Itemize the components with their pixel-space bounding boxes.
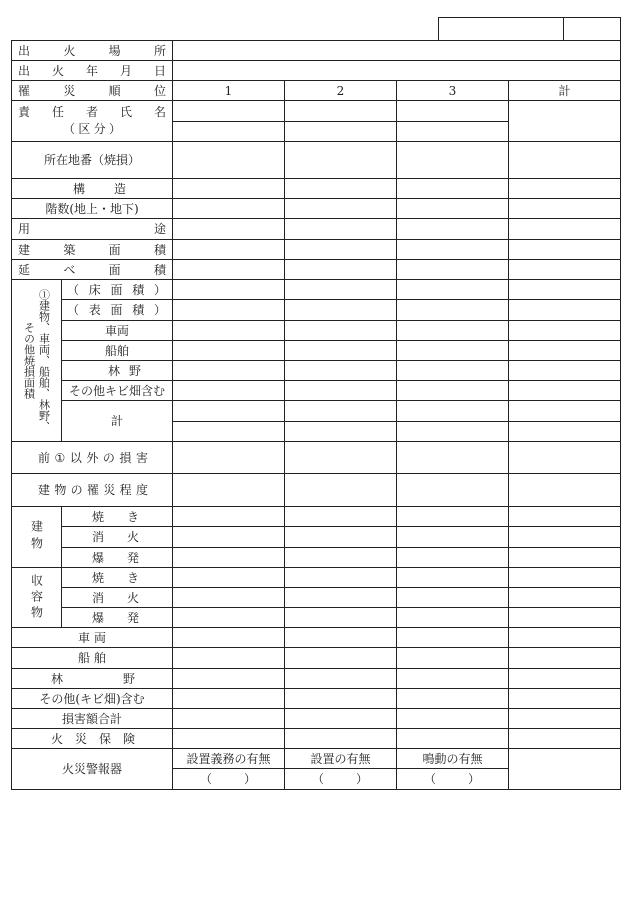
building-degree-col-2: [285, 474, 397, 507]
contents-extinguish-col-total: [509, 588, 621, 608]
fire-insurance-col-2: [285, 729, 397, 749]
rank-column-3-header: 3: [397, 81, 509, 101]
usage-col-total: [509, 219, 621, 240]
contents-extinguish-col-3: [397, 588, 509, 608]
floors-col-3: [397, 199, 509, 219]
ship-damage-col-3: [397, 648, 509, 669]
ship-damage-col-1: [173, 648, 285, 669]
burned-forest-col-total: [509, 361, 621, 381]
burned-other-col-total: [509, 381, 621, 401]
other-damage-col-2: [285, 442, 397, 474]
total-floor-area-col-1: [173, 260, 285, 280]
contents-explosion-col-1: [173, 608, 285, 628]
total-floor-area-col-3: [397, 260, 509, 280]
contents-burn-label-cell: [62, 568, 173, 588]
lot-number-col-1: [173, 142, 285, 179]
vehicle-damage-col-3: [397, 628, 509, 648]
burned-vehicle-col-3: [397, 321, 509, 341]
surface-area-col-1: [173, 300, 285, 321]
burned-total-upper-col-1: [173, 401, 285, 422]
building-explosion-label: 爆 発: [92, 550, 139, 565]
burned-area-group-label: [22, 282, 52, 440]
fire-date-label: 出 火 年 月 日: [18, 63, 166, 78]
fire-location-label: 出 火 場 所: [18, 43, 166, 58]
fire-alarm-required-header: 設置義務の有無: [173, 749, 285, 769]
structure-label-cell: [12, 179, 173, 199]
fire-alarm-sounded-header: 鳴動の有無: [397, 749, 509, 769]
contents-extinguish-col-1: [173, 588, 285, 608]
burned-ship-col-3: [397, 341, 509, 361]
vehicle-damage-col-1: [173, 628, 285, 648]
burned-vehicle-col-total: [509, 321, 621, 341]
contents-burn-col-2: [285, 568, 397, 588]
ship-damage-col-total: [509, 648, 621, 669]
fire-alarm-installed-header: 設置の有無: [285, 749, 397, 769]
contents-burn-label: 焼 き: [92, 570, 139, 585]
fire-alarm-sounded-answer: （ ）: [424, 772, 480, 786]
burned-other-col-2: [285, 381, 397, 401]
burned-other-col-3: [397, 381, 509, 401]
building-extinguish-col-2: [285, 527, 397, 548]
building-explosion-col-total: [509, 548, 621, 568]
responsible-category-label: （ 区 分 ）: [63, 122, 121, 136]
lot-number-col-3: [397, 142, 509, 179]
ship-damage-label-cell: [12, 648, 173, 669]
building-extinguish-col-total: [509, 527, 621, 548]
burned-ship-label: 船舶: [62, 341, 173, 361]
forest-damage-col-2: [285, 669, 397, 689]
fire-insurance-label: 火 災 保 険: [51, 731, 135, 746]
burned-total-lower-col-2: [285, 422, 397, 442]
structure-label: 構 造: [73, 181, 126, 196]
responsible-person-label: 責 任 者 氏 名: [18, 105, 166, 119]
floor-area-col-2: [285, 280, 397, 300]
floors-col-total: [509, 199, 621, 219]
contents-explosion-col-3: [397, 608, 509, 628]
other-damage-col-3: [397, 442, 509, 474]
fire-date-label-cell: [12, 61, 173, 81]
surface-area-col-2: [285, 300, 397, 321]
surface-area-col-3: [397, 300, 509, 321]
building-explosion-col-3: [397, 548, 509, 568]
damage-total-col-1: [173, 709, 285, 729]
burned-forest-col-1: [173, 361, 285, 381]
other-damage-incl-col-3: [397, 689, 509, 709]
contents-burn-col-total: [509, 568, 621, 588]
forest-damage-col-3: [397, 669, 509, 689]
floor-area-col-1: [173, 280, 285, 300]
vehicle-damage-label-cell: [12, 628, 173, 648]
contents-explosion-label: 爆 発: [92, 610, 139, 625]
building-burn-col-1: [173, 507, 285, 527]
responsible-category-col-1: [173, 122, 285, 142]
lot-number-label: 所在地番（焼損）: [12, 142, 173, 179]
total-floor-area-label: 延 べ 面 積: [18, 262, 166, 277]
burned-other-label: その他キビ畑含む: [62, 381, 173, 401]
fire-insurance-col-1: [173, 729, 285, 749]
damage-total-label: 損害額合計: [12, 709, 173, 729]
other-damage-incl-col-total: [509, 689, 621, 709]
burned-total-lower-col-1: [173, 422, 285, 442]
forest-damage-label: 林 野: [51, 671, 135, 686]
forest-damage-col-total: [509, 669, 621, 689]
burned-vehicle-col-2: [285, 321, 397, 341]
burned-total-upper-col-2: [285, 401, 397, 422]
contents-burn-col-1: [173, 568, 285, 588]
building-extinguish-label-cell: [62, 527, 173, 548]
structure-col-3: [397, 179, 509, 199]
burned-total-upper-col-total: [509, 401, 621, 422]
floor-area-label-cell: [62, 280, 173, 300]
contents-extinguish-label: 消 火: [92, 590, 139, 605]
vehicle-damage-label: 車 両: [78, 630, 106, 645]
fire-alarm-label: 火災警報器: [12, 749, 173, 790]
building-group-cell: [12, 507, 62, 568]
building-degree-label: 建 物 の 罹 災 程 度: [38, 483, 148, 497]
burned-forest-label: 林 野: [108, 363, 141, 378]
floors-col-2: [285, 199, 397, 219]
usage-label-cell: [12, 219, 173, 240]
other-damage-incl-col-1: [173, 689, 285, 709]
burned-forest-label-cell: [62, 361, 173, 381]
rank-column-1-header: 1: [173, 81, 285, 101]
responsible-person-col-total: [509, 101, 621, 142]
responsible-person-col-3: [397, 101, 509, 122]
burned-area-group-label-line-1: ①建物、車両、船舶、林野、: [37, 289, 51, 432]
burned-ship-col-2: [285, 341, 397, 361]
building-degree-label-cell: [12, 474, 173, 507]
fire-date-value: [173, 61, 621, 81]
building-burn-col-3: [397, 507, 509, 527]
building-extinguish-label: 消 火: [92, 530, 139, 544]
other-damage-label: 前 ① 以 外 の 損 害: [38, 450, 148, 465]
damage-rank-label: 罹 災 順 位: [18, 83, 166, 98]
floor-area-label: （ 床 面 積 ）: [67, 282, 166, 297]
contents-explosion-col-total: [509, 608, 621, 628]
building-area-label-cell: [12, 240, 173, 260]
building-explosion-col-1: [173, 548, 285, 568]
burned-area-group-label-line-2: その他焼損面積: [22, 322, 36, 399]
burned-forest-col-2: [285, 361, 397, 381]
damage-total-col-total: [509, 709, 621, 729]
fire-insurance-col-3: [397, 729, 509, 749]
damage-total-col-3: [397, 709, 509, 729]
forest-damage-label-cell: [12, 669, 173, 689]
fire-alarm-sounded-answer-cell: [397, 769, 509, 790]
structure-col-1: [173, 179, 285, 199]
fire-location-label-cell: [12, 41, 173, 61]
floors-label: 階数(地上・地下): [12, 199, 173, 219]
total-floor-area-col-2: [285, 260, 397, 280]
floor-area-col-total: [509, 280, 621, 300]
usage-label: 用 途: [18, 222, 166, 236]
total-floor-area-col-total: [509, 260, 621, 280]
building-burn-col-2: [285, 507, 397, 527]
building-burn-col-total: [509, 507, 621, 527]
reference-box-left: [439, 18, 564, 40]
building-degree-col-3: [397, 474, 509, 507]
burned-area-group-cell: [12, 280, 62, 442]
damage-total-col-2: [285, 709, 397, 729]
burned-other-col-1: [173, 381, 285, 401]
surface-area-col-total: [509, 300, 621, 321]
contents-extinguish-col-2: [285, 588, 397, 608]
burned-total-label: 計: [62, 401, 173, 442]
building-extinguish-col-3: [397, 527, 509, 548]
usage-col-1: [173, 219, 285, 240]
vehicle-damage-col-total: [509, 628, 621, 648]
contents-extinguish-label-cell: [62, 588, 173, 608]
burned-vehicle-col-1: [173, 321, 285, 341]
building-group-label: 建物: [29, 520, 44, 554]
burned-total-lower-col-3: [397, 422, 509, 442]
burned-ship-col-1: [173, 341, 285, 361]
building-area-label: 建 築 面 積: [18, 242, 166, 257]
other-damage-incl-col-2: [285, 689, 397, 709]
other-damage-label-cell: [12, 442, 173, 474]
contents-group-label: 収容物: [29, 573, 44, 622]
rank-column-total-header: 計: [509, 81, 621, 101]
fire-insurance-label-cell: [12, 729, 173, 749]
lot-number-col-2: [285, 142, 397, 179]
responsible-person-col-1: [173, 101, 285, 122]
burned-ship-col-total: [509, 341, 621, 361]
reference-boxes: [438, 17, 621, 41]
usage-col-2: [285, 219, 397, 240]
building-degree-col-1: [173, 474, 285, 507]
burned-vehicle-label: 車両: [62, 321, 173, 341]
fire-alarm-required-answer-cell: [173, 769, 285, 790]
burned-total-upper-col-3: [397, 401, 509, 422]
rank-column-2-header: 2: [285, 81, 397, 101]
responsible-person-label-cell: [12, 101, 173, 142]
contents-group-cell: [12, 568, 62, 628]
surface-area-label-cell: [62, 300, 173, 321]
reference-box-right: [564, 18, 620, 40]
fire-insurance-col-total: [509, 729, 621, 749]
ship-damage-col-2: [285, 648, 397, 669]
contents-burn-col-3: [397, 568, 509, 588]
burned-total-lower-col-total: [509, 422, 621, 442]
contents-explosion-col-2: [285, 608, 397, 628]
ship-damage-label: 船 舶: [78, 651, 106, 665]
floor-area-col-3: [397, 280, 509, 300]
building-explosion-label-cell: [62, 548, 173, 568]
building-area-col-2: [285, 240, 397, 260]
fire-damage-form: [11, 40, 621, 790]
forest-damage-col-1: [173, 669, 285, 689]
other-damage-col-total: [509, 442, 621, 474]
responsible-person-col-2: [285, 101, 397, 122]
surface-area-label: （ 表 面 積 ）: [67, 303, 166, 317]
other-damage-incl-label: その他(キビ畑)含む: [12, 689, 173, 709]
usage-col-3: [397, 219, 509, 240]
building-area-col-total: [509, 240, 621, 260]
building-area-col-3: [397, 240, 509, 260]
floors-col-1: [173, 199, 285, 219]
burned-forest-col-3: [397, 361, 509, 381]
fire-alarm-col-total: [509, 749, 621, 790]
responsible-category-col-3: [397, 122, 509, 142]
other-damage-col-1: [173, 442, 285, 474]
vehicle-damage-col-2: [285, 628, 397, 648]
contents-explosion-label-cell: [62, 608, 173, 628]
fire-location-value: [173, 41, 621, 61]
fire-alarm-required-answer: （ ）: [200, 772, 256, 786]
building-area-col-1: [173, 240, 285, 260]
responsible-category-col-2: [285, 122, 397, 142]
building-extinguish-col-1: [173, 527, 285, 548]
structure-col-total: [509, 179, 621, 199]
lot-number-col-total: [509, 142, 621, 179]
building-burn-label-cell: [62, 507, 173, 527]
fire-alarm-installed-answer-cell: [285, 769, 397, 790]
fire-alarm-installed-answer: （ ）: [312, 772, 368, 786]
building-degree-col-total: [509, 474, 621, 507]
total-floor-area-label-cell: [12, 260, 173, 280]
building-burn-label: 焼 き: [92, 509, 139, 524]
damage-rank-label-cell: [12, 81, 173, 101]
building-explosion-col-2: [285, 548, 397, 568]
structure-col-2: [285, 179, 397, 199]
